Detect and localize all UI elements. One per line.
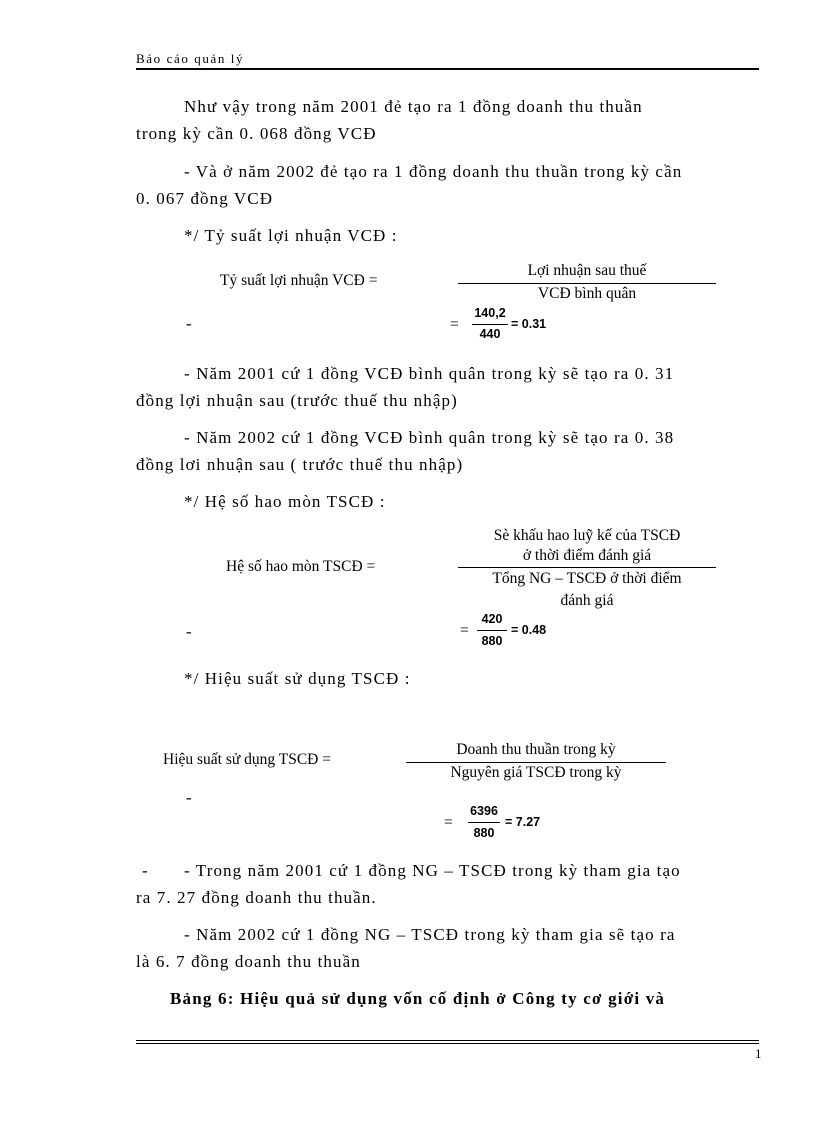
page-number: 1 (755, 1046, 762, 1061)
paragraph-line: 0. 067 đồng VCĐ (136, 189, 274, 208)
fraction-bar (406, 762, 666, 763)
paragraph-line: - Trong năm 2001 cứ 1 đồng NG – TSCĐ trong kỳ tham gia tạo (184, 861, 681, 880)
list-dash: - (142, 861, 149, 880)
formula-numerator: Doanh thu thuần trong kỳ (456, 741, 616, 758)
list-dash: - (186, 314, 193, 333)
list-dash: - (186, 622, 193, 641)
paragraph-line: trong kỳ cần 0. 068 đồng VCĐ (136, 124, 377, 143)
paragraph-line: đồng lợi nhuận sau (trước thuế thu nhập) (136, 391, 458, 410)
calc-denominator: 880 (481, 634, 503, 648)
paragraph-line: là 6. 7 đồng doanh thu thuần (136, 952, 361, 971)
equals-sign: = (450, 316, 459, 333)
fraction-bar (477, 630, 507, 631)
formula-numerator: ở thời điểm đánh giá (522, 547, 652, 564)
header-rule (136, 68, 759, 70)
calc-numerator: 140,2 (474, 306, 506, 320)
calc-denominator: 880 (473, 826, 495, 840)
header-title: Báo cáo quản lý (136, 51, 245, 66)
calc-result: = 7.27 (505, 815, 541, 829)
paragraph-line: - Và ở năm 2002 đẻ tạo ra 1 đồng doanh thu thuần trong kỳ cần (184, 162, 683, 181)
paragraph-line: - Năm 2002 cứ 1 đồng VCĐ bình quân trong kỳ sẽ tạo ra 0. 38 (184, 428, 675, 447)
paragraph-line: Như vậy trong năm 2001 đẻ tạo ra 1 đồng doanh thu thuần (184, 97, 643, 116)
fraction-bar (468, 822, 500, 823)
fraction-bar (458, 283, 716, 284)
formula-label: Hiệu suất sử dụng TSCĐ = (163, 751, 331, 768)
equals-sign: = (460, 622, 469, 639)
calc-numerator: 6396 (470, 804, 498, 818)
formula-denominator: VCĐ bình quân (537, 285, 637, 302)
paragraph-line: đồng lơi nhuận sau ( trước thuế thu nhập) (136, 455, 464, 474)
equals-sign: = (444, 814, 453, 831)
calc-numerator: 420 (481, 612, 503, 626)
calc-result: = 0.48 (511, 623, 547, 637)
formula-denominator: Nguyên giá TSCĐ trong kỳ (450, 764, 622, 781)
fraction-bar (472, 324, 508, 325)
formula-numerator: Sè khấu hao luỹ kế của TSCĐ (493, 527, 681, 544)
calc-result: = 0.31 (511, 317, 547, 331)
fraction-bar (458, 567, 716, 568)
table-title: Bảng 6: Hiệu quả sử dụng vốn cố định ở Công ty cơ giới và (170, 989, 666, 1008)
calc-denominator: 440 (479, 327, 501, 341)
paragraph-line: - Năm 2001 cứ 1 đồng VCĐ bình quân trong kỳ sẽ tạo ra 0. 31 (184, 364, 675, 383)
section-heading: */ Hiệu suất sử dụng TSCĐ : (184, 669, 411, 688)
formula-label: Tỷ suất lợi nhuận VCĐ = (220, 272, 378, 289)
paragraph-line: - Năm 2002 cứ 1 đồng NG – TSCĐ trong kỳ tham gia sẽ tạo ra (184, 925, 676, 944)
formula-numerator: Lợi nhuận sau thuế (527, 262, 647, 279)
paragraph-line: ra 7. 27 đồng doanh thu thuần. (136, 888, 377, 907)
footer-rule-top (136, 1040, 759, 1041)
formula-label: Hệ số hao mòn TSCĐ = (226, 558, 376, 575)
section-heading: */ Hệ số hao mòn TSCĐ : (184, 492, 386, 511)
section-heading: */ Tỷ suất lợi nhuận VCĐ : (184, 226, 398, 245)
list-dash: - (186, 788, 193, 807)
formula-denominator: Tổng NG – TSCĐ ở thời điểm (492, 570, 682, 587)
formula-denominator: đánh giá (560, 592, 614, 609)
footer-rule-bottom (136, 1043, 759, 1044)
